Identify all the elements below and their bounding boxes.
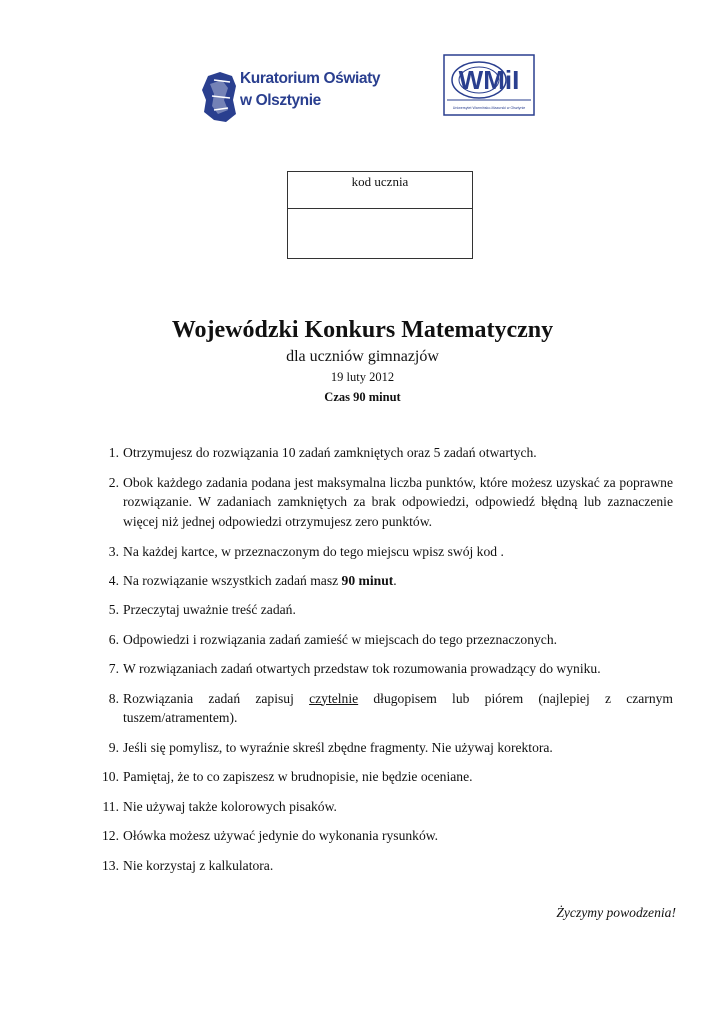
list-item: 9. Jeśli się pomylisz, to wyraźnie skreśl zbędne fragmenty. Nie używaj korektora. [108,739,553,755]
exam-duration: Czas 90 minut [324,390,401,404]
list-item: 8. Rozwiązania zadań zapisuj czytelnie długopisem lub piórem (najlepiej z czarnym tuszem/atramentem). [108,690,674,725]
list-item: 10. Pamiętaj, że to co zapiszesz w brudnopisie, nie będzie oceniane. [102,769,473,784]
list-item: 3. Na każdej kartce, w przeznaczonym do tego miejscu wpisz swój kod . [108,544,504,559]
list-item: 2. Obok każdego zadania podana jest maksymalna liczba punktów, które możesz uzyskać za poprawne rozwiązanie. W zadaniach zamkniętych za brak odpowiedzi, odpowiedź błędną lub zaznaczenie więcej niż jednej odpowiedzi otrzymujesz zero punktów. [108,474,673,529]
page-subtitle: dla uczniów gimnazjów [286,348,439,365]
student-code-box [287,171,473,259]
list-item: 7. W rozwiązaniach zadań otwartych przedstaw tok rozumowania prowadzący do wyniku. [108,661,601,676]
list-item: 4. Na rozwiązanie wszystkich zadań masz 90 minut. [108,572,397,588]
kuratorium-logo [200,68,381,126]
list-item: 13. Nie korzystaj z kalkulatora. [102,857,274,873]
list-item: 11. Nie używaj także kolorowych pisaków. [102,798,337,814]
svg-text:WMiI: WMiI [458,65,520,95]
student-code-field[interactable] [288,209,472,259]
page-title: Wojewódzki Konkurs Matematyczny [171,317,554,343]
kuratorium-logo-text: Kuratorium Oświaty w Olsztynie [240,70,381,109]
student-code-label: kod ucznia [288,172,472,209]
instructions-list [97,443,673,875]
list-item: 12. Ołówka możesz używać jedynie do wykonania rysunków. [102,828,439,843]
exam-date: 19 luty 2012 [330,370,395,384]
svg-text:Uniwersytet Warmińsko-Mazurski: Uniwersytet Warmińsko-Mazurski w Olsztynie [452,106,526,110]
region-map-icon [200,70,240,124]
list-item: 1. Otrzymujesz do rozwiązania 10 zadań zamkniętych oraz 5 zadań otwartych. [108,445,537,460]
closing-wish: Życzymy powodzenia! [556,905,676,920]
list-item: 5. Przeczytaj uważnie treść zadań. [108,602,296,617]
list-item: 6. Odpowiedzi i rozwiązania zadań zamieść w miejscach do tego przeznaczonych. [108,631,558,647]
wmii-logo [443,54,535,116]
